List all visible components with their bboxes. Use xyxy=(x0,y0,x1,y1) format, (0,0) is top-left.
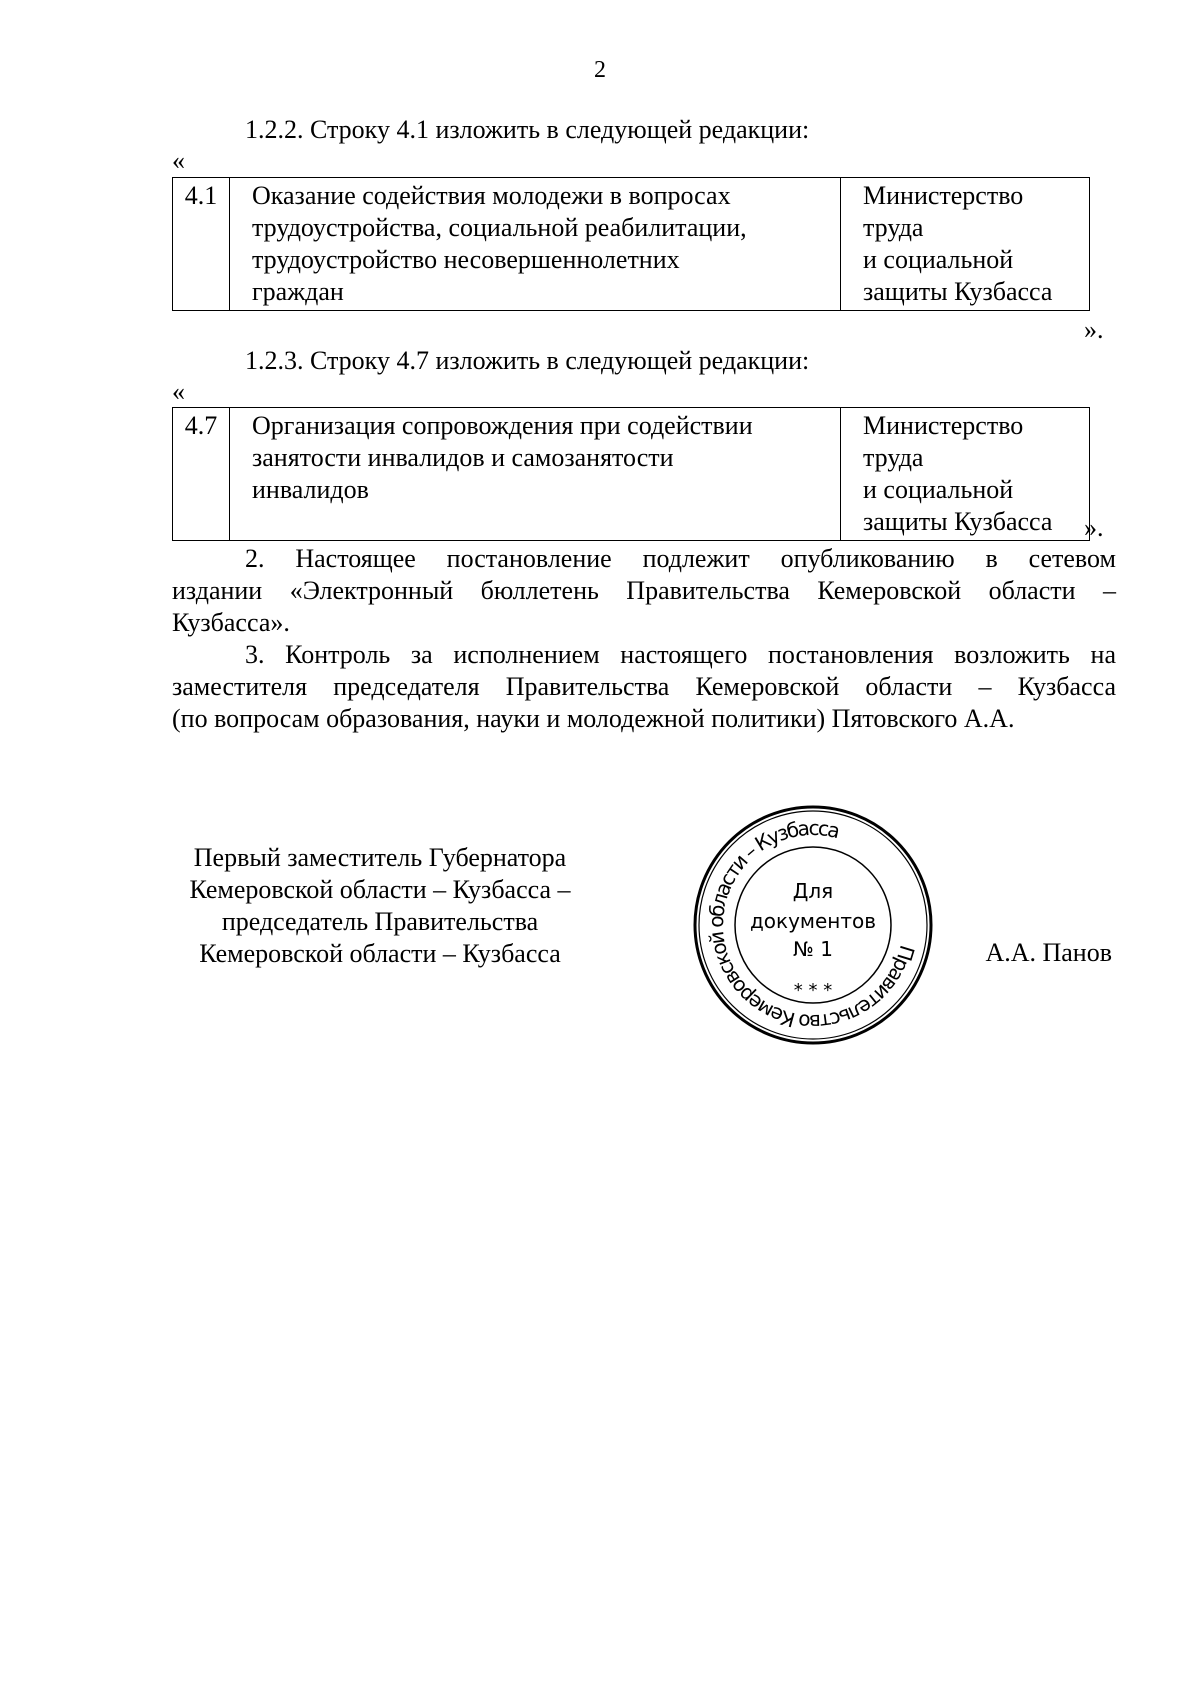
official-seal xyxy=(690,802,936,1048)
seal-center-line: Для xyxy=(792,879,834,903)
open-quote: « xyxy=(172,377,185,406)
open-quote: « xyxy=(172,146,185,175)
row-organization xyxy=(841,408,1090,541)
section-heading-1-2-3: 1.2.3. Строку 4.7 изложить в следующей редакции: xyxy=(245,346,810,375)
row-organization-line: защиты Кузбасса xyxy=(863,507,1053,536)
row-organization-line: защиты Кузбасса xyxy=(863,277,1053,306)
signatory-position-line: председатель Правительства xyxy=(221,907,539,936)
row-organization-line: Министерство труда xyxy=(863,411,1024,472)
close-quote: ». xyxy=(1084,315,1104,344)
table-row-4-1 xyxy=(172,177,1090,311)
seal-graphic xyxy=(690,802,936,1048)
paragraph-line: Кузбасса». xyxy=(172,608,290,637)
signatory-name: А.А. Панов xyxy=(985,938,1112,967)
paragraph-3 xyxy=(172,639,1116,735)
close-quote: ». xyxy=(1084,513,1104,542)
page-number: 2 xyxy=(594,57,606,83)
signatory-position-line: Кемеровской области – Кузбасса xyxy=(199,939,561,968)
seal-ring-text: Правительство Кемеровской области – Кузбасса xyxy=(703,815,920,1035)
row-number: 4.1 xyxy=(173,178,230,311)
row-organization xyxy=(841,178,1090,311)
row-organization-line: и социальной xyxy=(863,475,1014,504)
signatory-position xyxy=(160,842,600,970)
row-organization-line: и социальной xyxy=(863,245,1014,274)
paragraph-line: 2. Настоящее постановление подлежит опубликованию в сетевом xyxy=(245,544,1116,573)
paragraph-2 xyxy=(172,543,1116,639)
paragraph-line: издании «Электронный бюллетень Правительства Кемеровской области – xyxy=(172,576,1116,605)
row-description-line: трудоустройство несовершеннолетних xyxy=(252,245,680,274)
row-description-line: Оказание содействия молодежи в вопросах xyxy=(252,181,731,210)
paragraph-line: заместителя председателя Правительства Кемеровской области – Кузбасса xyxy=(172,672,1116,701)
row-description xyxy=(230,408,841,541)
paragraph-line: 3. Контроль за исполнением настоящего постановления возложить на xyxy=(245,640,1116,669)
row-description-line: инвалидов xyxy=(252,475,369,504)
seal-center-line: документов xyxy=(749,909,877,933)
paragraph-line: (по вопросам образования, науки и молодежной политики) Пятовского А.А. xyxy=(172,704,1015,733)
row-organization-line: Министерство труда xyxy=(863,181,1024,242)
row-description-line: трудоустройства, социальной реабилитации, xyxy=(252,213,747,242)
signatory-position-line: Первый заместитель Губернатора xyxy=(193,843,567,872)
seal-center-line: № 1 xyxy=(793,937,833,961)
row-description-line: Организация сопровождения при содействии xyxy=(252,411,753,440)
row-description-line: занятости инвалидов и самозанятости xyxy=(252,443,674,472)
seal-stars: * * * xyxy=(793,980,833,1001)
section-heading-1-2-2: 1.2.2. Строку 4.1 изложить в следующей редакции: xyxy=(245,115,810,144)
table-row-4-7 xyxy=(172,407,1090,541)
row-description xyxy=(230,178,841,311)
signatory-position-line: Кемеровской области – Кузбасса – xyxy=(189,875,571,904)
row-number: 4.7 xyxy=(173,408,230,541)
row-description-line: граждан xyxy=(252,277,344,306)
